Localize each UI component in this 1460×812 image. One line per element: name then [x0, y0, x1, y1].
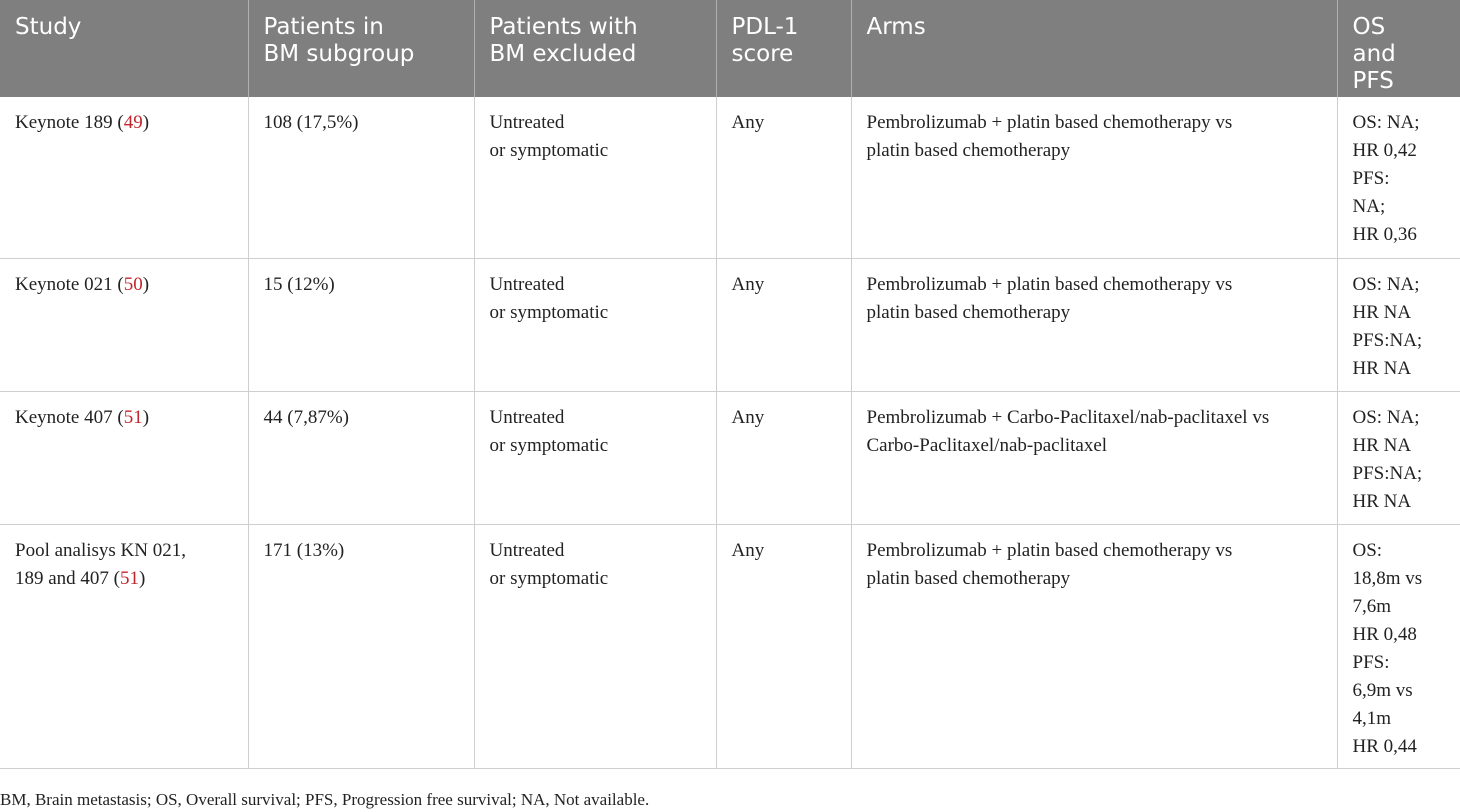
cell-patients: 44 (7,87%)	[248, 391, 474, 524]
table-row	[0, 258, 1460, 391]
cell-excluded: Untreated or symptomatic	[474, 524, 716, 768]
cell-patients: 15 (12%)	[248, 258, 474, 391]
cell-excluded: Untreated or symptomatic	[474, 391, 716, 524]
cell-pdl1: Any	[716, 97, 851, 258]
citation-link[interactable]: 50	[123, 273, 143, 295]
header-arms: Arms	[851, 0, 1337, 97]
table-footnote: BM, Brain metastasis; OS, Overall survival; PFS, Progression free survival; NA, Not available.	[0, 790, 650, 809]
header-patients-bm: Patients in BM subgroup	[248, 0, 474, 97]
table-row	[0, 391, 1460, 524]
cell-study: Keynote 021 (50)	[0, 258, 248, 391]
header-study: Study	[0, 0, 248, 97]
cell-excluded: Untreated or symptomatic	[474, 258, 716, 391]
cell-os-pfs: OS: NA; HR NA PFS:NA; HR NA	[1337, 391, 1460, 524]
table-header	[0, 0, 1460, 97]
cell-arms: Pembrolizumab + platin based chemotherapy vs platin based chemotherapy	[851, 97, 1337, 258]
cell-arms: Pembrolizumab + platin based chemotherapy vs platin based chemotherapy	[851, 258, 1337, 391]
cell-arms: Pembrolizumab + Carbo-Paclitaxel/nab-paclitaxel vs Carbo-Paclitaxel/nab-paclitaxel	[851, 391, 1337, 524]
cell-os-pfs: OS: NA; HR NA PFS:NA; HR NA	[1337, 258, 1460, 391]
table-row	[0, 97, 1460, 258]
table-row	[0, 524, 1460, 768]
cell-pdl1: Any	[716, 524, 851, 768]
cell-patients: 171 (13%)	[248, 524, 474, 768]
cell-study: Pool analisys KN 021, 189 and 407 (51)	[0, 524, 248, 768]
cell-study: Keynote 407 (51)	[0, 391, 248, 524]
cell-os-pfs: OS: 18,8m vs 7,6m HR 0,48 PFS: 6,9m vs 4,1m HR 0,44	[1337, 524, 1460, 768]
cell-pdl1: Any	[716, 391, 851, 524]
cell-arms: Pembrolizumab + platin based chemotherapy vs platin based chemotherapy	[851, 524, 1337, 768]
citation-link[interactable]: 51	[120, 567, 140, 589]
cell-pdl1: Any	[716, 258, 851, 391]
header-bm-excluded: Patients with BM excluded	[474, 0, 716, 97]
header-pdl1-score: PDL-1 score	[716, 0, 851, 97]
citation-link[interactable]: 49	[123, 112, 143, 133]
cell-study: Keynote 189 (49)	[0, 97, 248, 258]
cell-os-pfs: OS: NA; HR 0,42 PFS: NA; HR 0,36	[1337, 97, 1460, 258]
cell-patients: 108 (17,5%)	[248, 97, 474, 258]
cell-excluded: Untreated or symptomatic	[474, 97, 716, 258]
header-os-pfs: OS and PFS	[1337, 0, 1460, 97]
citation-link[interactable]: 51	[123, 406, 143, 428]
